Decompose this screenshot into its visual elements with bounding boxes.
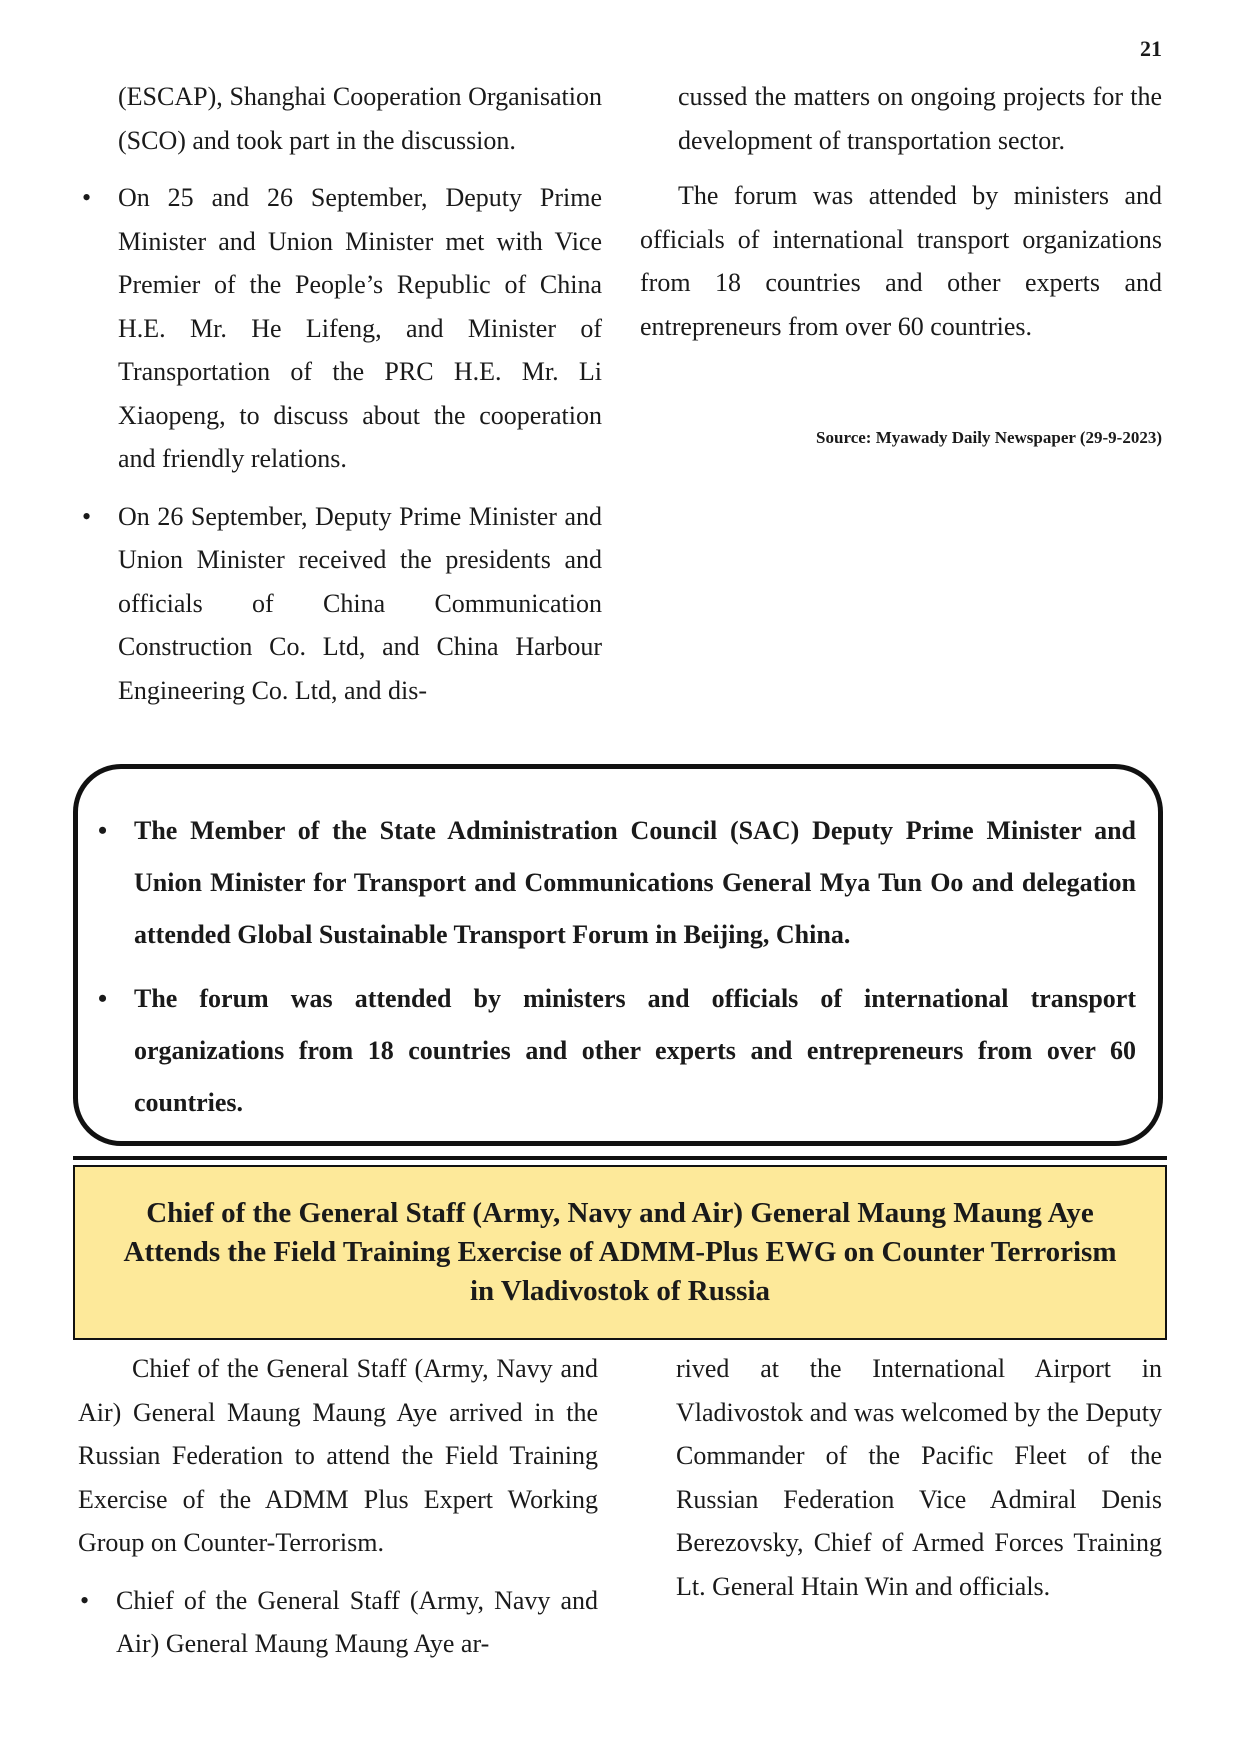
headline-line-1: Chief of the General Staff (Army, Navy and Air) General Maung Maung Aye	[146, 1197, 1094, 1229]
bullet-item-received-presidents: • On 26 September, Deputy Prime Minister and Union Minister received the presidents and officials of China Communication Construction Co. Ltd, and China Harbour Engineering Co. Ltd, and dis-	[80, 495, 602, 713]
summary-box	[73, 764, 1163, 1146]
headline-line-2: Attends the Field Training Exercise of ADMM-Plus EWG on Counter Terrorism	[123, 1236, 1117, 1268]
right-column-bottom	[676, 1347, 1162, 1608]
bullet-item-arrival: • Chief of the General Staff (Army, Navy and Air) General Maung Maung Aye ar-	[78, 1579, 598, 1666]
bullet-list	[80, 176, 602, 712]
forum-attendance-paragraph: The forum was attended by ministers and officials of international transport organizations from 18 countries and other experts and entrepreneurs from over 60 countries.	[640, 181, 1162, 341]
summary-item: • The Member of the State Administration Council (SAC) Deputy Prime Minister and Union Minister for Transport and Communications General Mya Tun Oo and delegation attended Global Sustainable Transport Forum in Beijing, China.	[134, 805, 1136, 961]
continuation-paragraph: (ESCAP), Shanghai Cooperation Organisation (SCO) and took part in the discussion.	[118, 82, 602, 155]
article-headline-box	[73, 1165, 1167, 1340]
continuation-paragraph: rived at the International Airport in Vladivostok and was welcomed by the Deputy Commander of the Pacific Fleet of the Russian Federation Vice Admiral Denis Berezovsky, Chief of Armed Forces Training Lt. General Htain Win and officials.	[676, 1354, 1162, 1601]
left-column-top	[80, 75, 602, 712]
right-column-top	[640, 75, 1162, 450]
source-credit: Source: Myawady Daily Newspaper (29-9-2023)	[816, 428, 1162, 447]
section-divider	[73, 1156, 1167, 1160]
headline-line-3: in Vladivostok of Russia	[469, 1275, 771, 1307]
article-intro-paragraph: Chief of the General Staff (Army, Navy and Air) General Maung Maung Aye arrived in the Russian Federation to attend the Field Training Exercise of the ADMM Plus Expert Working Group on Counter-Terrorism.	[78, 1354, 598, 1557]
left-column-bottom	[78, 1347, 598, 1666]
page-number: 21	[1140, 36, 1162, 61]
summary-item: • The forum was attended by ministers and officials of international transport organizations from 18 countries and other experts and entrepreneurs from over 60 countries.	[134, 973, 1136, 1129]
continuation-paragraph: cussed the matters on ongoing projects for the development of transportation sector.	[678, 82, 1162, 155]
bullet-item-meeting-vice-premier: • On 25 and 26 September, Deputy Prime Minister and Union Minister met with Vice Premier of the People’s Republic of China H.E. Mr. He Lifeng, and Minister of Transportation of the PRC H.E. Mr. Li Xiaopeng, to discuss about the cooperation and friendly relations.	[80, 176, 602, 481]
article-headline	[124, 1194, 1117, 1311]
bullet-list	[78, 1579, 598, 1666]
summary-list	[78, 769, 1158, 1129]
